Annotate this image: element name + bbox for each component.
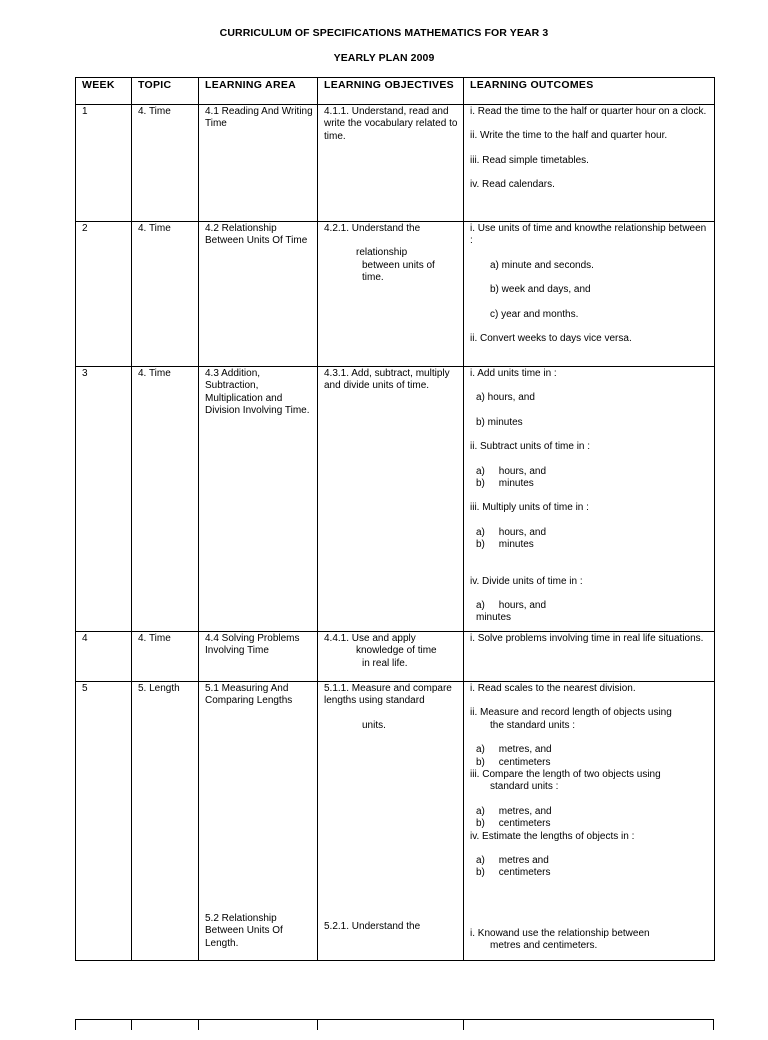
- document-title: CURRICULUM OF SPECIFICATIONS MATHEMATICS FOR YEAR 3: [219, 27, 549, 39]
- learning-outcomes-cell: [464, 105, 715, 222]
- objective-line: 4.2.1. Understand the: [324, 223, 421, 234]
- outcome-line: a) metres, and: [476, 744, 552, 756]
- outcome-line: i. Solve problems involving time in real life situations.: [470, 633, 704, 644]
- outcome-line: a) hours, and: [476, 526, 547, 538]
- outcome-line: iii. Compare the length of two objects using: [470, 769, 661, 781]
- objective-line: time.: [362, 272, 384, 284]
- learning-objectives-cell: [318, 682, 464, 961]
- objective-line: knowledge of time: [356, 645, 437, 657]
- table-row: [76, 222, 715, 367]
- outcome-line: standard units :: [490, 781, 559, 793]
- outcome-line: iii. Read simple timetables.: [470, 154, 589, 166]
- table-row: [76, 682, 715, 961]
- table-row: [76, 367, 715, 632]
- objective-line: 4.1.1. Understand, read and write the vocabulary related to time.: [324, 106, 458, 142]
- learning-area-cell: 4.3 Addition, Subtraction, Multiplication and Division Involving Time.: [199, 367, 318, 632]
- topic-cell: 4. Time: [132, 632, 199, 682]
- learning-area-cell: 4.4 Solving Problems Involving Time: [199, 632, 318, 682]
- outcome-line: i. Add units time in :: [470, 368, 557, 379]
- objective-line: units.: [362, 719, 386, 731]
- objective-line: in real life.: [362, 657, 408, 669]
- learning-objectives-cell: [318, 367, 464, 632]
- objective-line: relationship: [356, 247, 408, 259]
- table-row: [76, 105, 715, 222]
- outcome-line: a) hours, and: [476, 392, 535, 404]
- learning-objectives-cell: [318, 105, 464, 222]
- outcome-line: a) hours, and: [476, 465, 547, 477]
- learning-outcomes-cell: [464, 632, 715, 682]
- outcome-line: iv. Estimate the lengths of objects in :: [470, 830, 635, 842]
- outcome-line: ii. Convert weeks to days vice versa.: [470, 333, 632, 345]
- outcome-line: b) week and days, and: [490, 284, 591, 296]
- learning-objectives-cell: [318, 632, 464, 682]
- learning-outcomes-cell: [464, 367, 715, 632]
- outcome-line: b) minutes: [476, 416, 523, 428]
- week-cell: 2: [76, 222, 132, 367]
- outcome-line: ii. Write the time to the half and quarter hour.: [470, 130, 668, 142]
- table-row: [76, 632, 715, 682]
- topic-cell: 5. Length: [132, 682, 199, 961]
- learning-outcomes-cell: [464, 682, 715, 961]
- outcome-line: iv. Read calendars.: [470, 179, 555, 191]
- outcome-line: metres and centimeters.: [490, 940, 598, 952]
- objective-line: between units of: [362, 259, 435, 271]
- outcome-line: the standard units :: [490, 719, 576, 731]
- outcome-line: a) hours, and: [476, 600, 547, 612]
- outcome-line: a) metres and: [476, 855, 549, 867]
- outcome-line: ii. Subtract units of time in :: [470, 441, 591, 453]
- outcome-line: b) centimeters: [476, 867, 551, 879]
- learning-area-cell: 4.2 Relationship Between Units Of Time: [199, 222, 318, 367]
- outcome-line: b) centimeters: [476, 756, 551, 768]
- outcome-line: i. Use units of time and knowthe relationship between :: [470, 223, 707, 247]
- week-cell: 1: [76, 105, 132, 222]
- week-cell: 4: [76, 632, 132, 682]
- outcome-line: ii. Measure and record length of objects using: [470, 707, 672, 719]
- objective-line: 5.2.1. Understand the: [324, 921, 421, 933]
- topic-cell: 4. Time: [132, 105, 199, 222]
- outcome-line: i. Read the time to the half or quarter hour on a clock.: [470, 106, 707, 117]
- learning-objectives-cell: [318, 222, 464, 367]
- next-page-table-edge: [75, 1019, 714, 1040]
- header-week: WEEK: [76, 78, 132, 105]
- header-learning-outcomes: LEARNING OUTCOMES: [464, 78, 715, 105]
- yearly-plan-table: [75, 77, 715, 961]
- topic-cell: 4. Time: [132, 222, 199, 367]
- learning-area-cell: [199, 682, 318, 961]
- table-header-row: [76, 78, 715, 105]
- learning-area-line: 5.1 Measuring And Comparing Lengths: [205, 683, 293, 707]
- learning-area-line: 5.2 Relationship Between Units Of Length.: [205, 912, 283, 949]
- header-learning-area: LEARNING AREA: [199, 78, 318, 105]
- outcome-line: iv. Divide units of time in :: [470, 575, 583, 587]
- outcome-line: b) centimeters: [476, 818, 551, 830]
- topic-cell: 4. Time: [132, 367, 199, 632]
- week-cell: 5: [76, 682, 132, 961]
- header-topic: TOPIC: [132, 78, 199, 105]
- learning-area-cell: 4.1 Reading And Writing Time: [199, 105, 318, 222]
- outcome-line: b) minutes: [476, 539, 534, 551]
- objective-line: 4.3.1. Add, subtract, multiply and divide units of time.: [324, 368, 450, 392]
- outcome-line: i. Knowand use the relationship between: [470, 927, 650, 939]
- document-subtitle: YEARLY PLAN 2009: [333, 52, 435, 64]
- outcome-line: b) minutes: [476, 478, 534, 490]
- learning-outcomes-cell: [464, 222, 715, 367]
- objective-line: 4.4.1. Use and apply: [324, 633, 416, 644]
- outcome-line: a) minute and seconds.: [490, 259, 594, 271]
- outcome-line: minutes: [476, 612, 512, 624]
- week-cell: 3: [76, 367, 132, 632]
- header-learning-objectives: LEARNING OBJECTIVES: [318, 78, 464, 105]
- outcome-line: c) year and months.: [490, 308, 579, 320]
- outcome-line: iii. Multiply units of time in :: [470, 502, 589, 514]
- outcome-line: i. Read scales to the nearest division.: [470, 683, 636, 694]
- outcome-line: a) metres, and: [476, 805, 552, 817]
- objective-line: 5.1.1. Measure and compare lengths using standard: [324, 683, 452, 707]
